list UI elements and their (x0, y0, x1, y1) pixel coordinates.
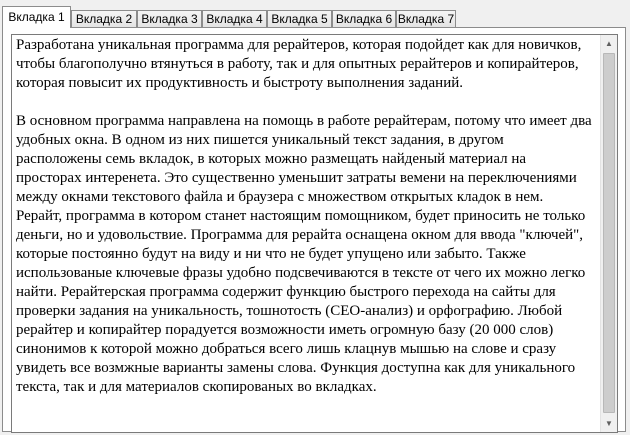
vertical-scrollbar[interactable] (600, 35, 617, 432)
editor-content[interactable] (16, 36, 592, 416)
text-paragraph-1: Разработана уникальная программа для рерайтеров, которая подойдет как для новичков, чтобы благополучно втянуться в работу, так и для опытных рерайтеров и копирайтеров, которая повысит их продуктивность и быстроту выполнения заданий. (16, 37, 582, 91)
tab-strip (2, 2, 628, 28)
tab-5[interactable]: Вкладка 5 (267, 10, 332, 27)
tab-4[interactable]: Вкладка 4 (202, 10, 267, 27)
tab-1[interactable]: Вкладка 1 (2, 6, 71, 28)
tab-6[interactable]: Вкладка 6 (332, 10, 396, 27)
tab-page (2, 27, 626, 432)
tab-2[interactable]: Вкладка 2 (71, 10, 137, 27)
arrow-up-icon[interactable]: ▲ (605, 39, 613, 48)
text-paragraph-2: В основном программа направлена на помощь в работе рерайтерам, потому что имеет два удобных окна. В одном из них пишется уникальный текст задания, в другом расположены семь вкладок, в которых можно размещать найденый материал на просторах интеренета. Это существенно уменьшит затраты вемени на переключениями между окнами текстового файла и браузера с множеством открытых кладок в нем. Рерайт, программа в котором станет настоящим помощником, будет приносить не только деньги, но и удовольствие. Программа для рерайта оснащена окном для ввода "ключей", которые постоянно будут на виду и ни что не будет упущено или забыто. Также использованые ключевые фразы удобно подсвечиваются в тексте от чего их можно легко найти. Рерайтерская программа содержит функцию быстрого перехода на сайты для проверки задания на уникальность, тошнотость (СЕО-анализ) и орфографию. Любой рерайтер и копирайтер порадуется возможности иметь огромную базу (20 000 слов) синонимов к которой можно добраться всего лишь клацнув мышью на слове и сразу увидеть все возмжные варианты замены слова. Функция доступна как для уникального текста, так и для материалов скопированых во вкладках. (16, 113, 592, 395)
tab-3[interactable]: Вкладка 3 (137, 10, 202, 27)
scrollbar-thumb[interactable] (603, 53, 615, 413)
tab-7[interactable]: Вкладка 7 (397, 12, 455, 26)
arrow-down-icon[interactable]: ▼ (605, 419, 613, 428)
text-editor[interactable] (11, 34, 618, 433)
